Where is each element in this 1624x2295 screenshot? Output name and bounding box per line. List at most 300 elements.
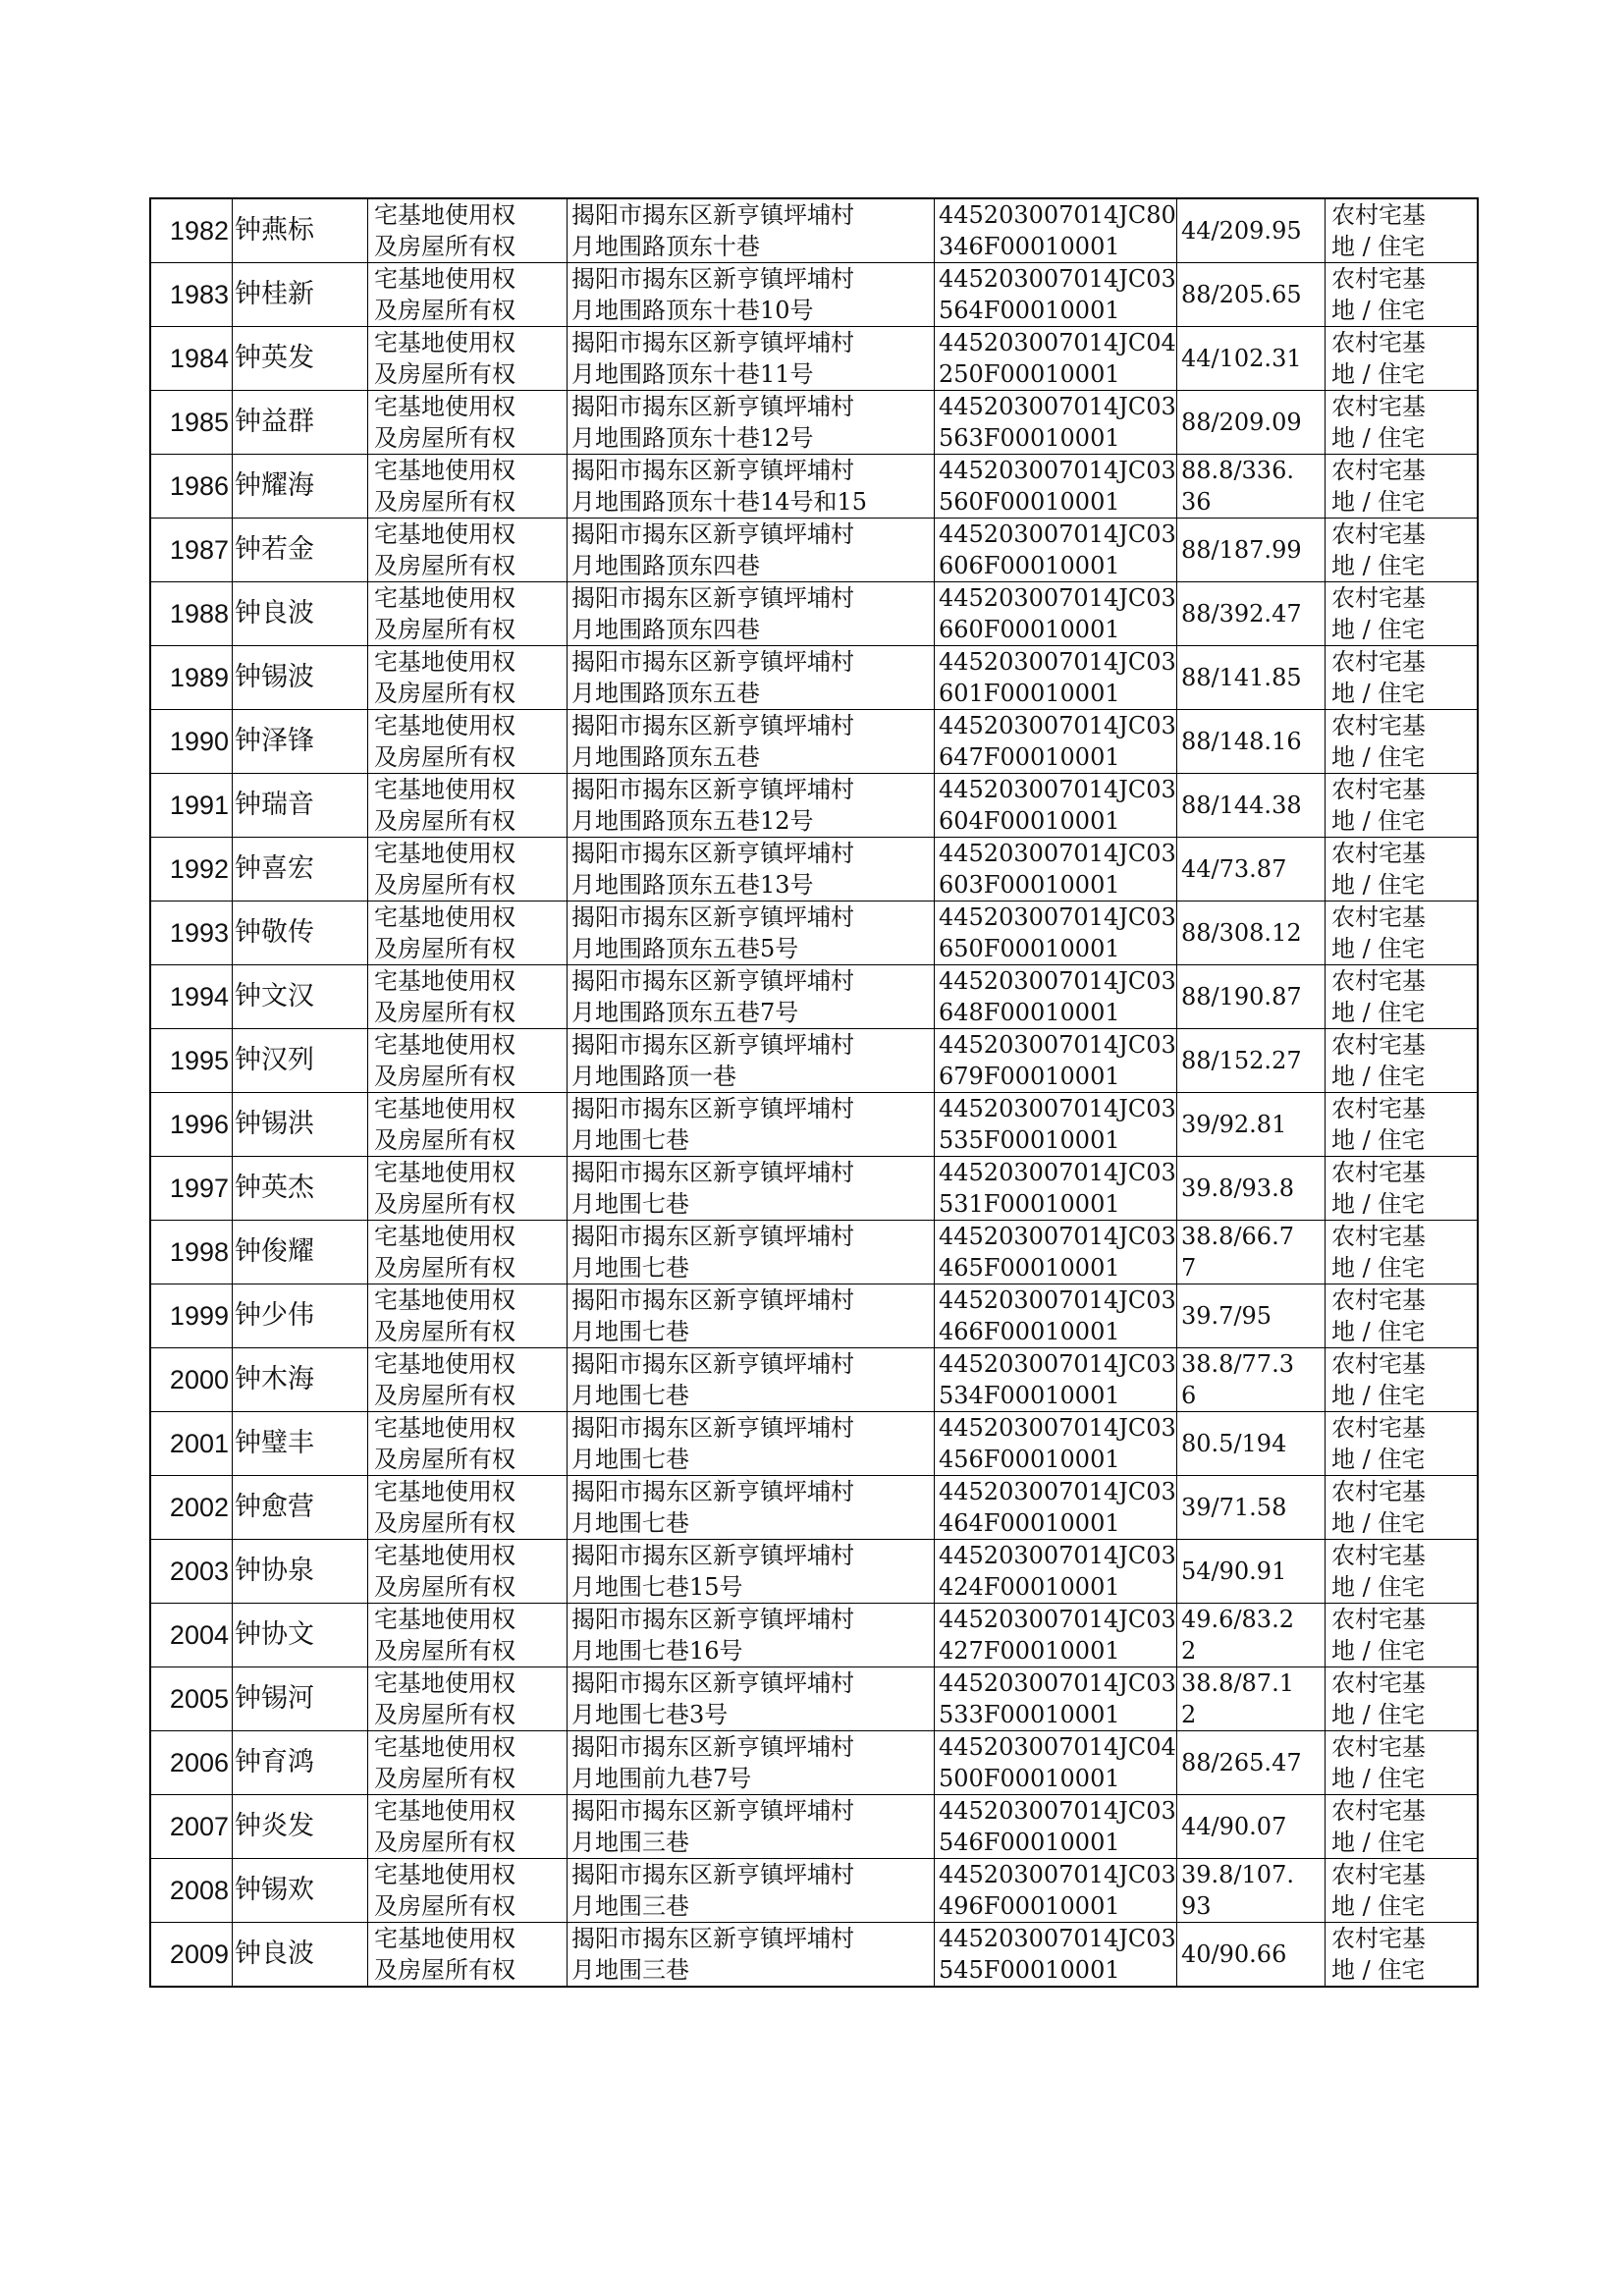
address-line: 月地围七巷	[571, 1318, 689, 1345]
usage-line: 地 / 住宅	[1331, 1190, 1426, 1218]
address-cell	[568, 902, 935, 965]
usage-cell	[1326, 327, 1479, 391]
right-type-line: 宅基地使用权	[374, 1414, 515, 1442]
address-cell	[568, 198, 935, 263]
address-line: 揭阳市揭东区新亨镇坪埔村	[571, 1542, 854, 1569]
row-number-cell: 2005	[150, 1667, 233, 1731]
parcel-code-line: 496F00010001	[939, 1892, 1120, 1920]
row-number-cell: 1987	[150, 519, 233, 582]
area-cell	[1177, 1157, 1326, 1221]
area-line: 88/141.85	[1181, 664, 1302, 691]
address-line: 揭阳市揭东区新亨镇坪埔村	[571, 1606, 854, 1633]
parcel-code-cell	[935, 582, 1177, 646]
parcel-code-line: 456F00010001	[939, 1446, 1120, 1473]
row-number-cell: 2002	[150, 1476, 233, 1540]
usage-line: 农村宅基	[1331, 1861, 1426, 1888]
right-type-cell	[368, 1604, 568, 1667]
parcel-code-line: 445203007014JC03	[939, 1350, 1176, 1378]
row-number-cell: 1995	[150, 1029, 233, 1093]
usage-line: 地 / 住宅	[1331, 233, 1426, 260]
right-type-line: 宅基地使用权	[374, 1542, 515, 1569]
area-cell	[1177, 198, 1326, 263]
address-cell	[568, 965, 935, 1029]
address-cell	[568, 1157, 935, 1221]
right-type-line: 及房屋所有权	[374, 616, 515, 643]
address-cell	[568, 1667, 935, 1731]
owner-name-cell: 钟桂新	[233, 263, 368, 327]
right-type-line: 宅基地使用权	[374, 648, 515, 676]
parcel-code-line: 445203007014JC03	[939, 1286, 1176, 1314]
address-line: 揭阳市揭东区新亨镇坪埔村	[571, 903, 854, 931]
address-cell	[568, 1923, 935, 1988]
address-line: 揭阳市揭东区新亨镇坪埔村	[571, 520, 854, 548]
owner-name-cell: 钟瑞音	[233, 774, 368, 838]
right-type-line: 宅基地使用权	[374, 329, 515, 356]
usage-line: 农村宅基	[1331, 457, 1426, 484]
owner-name-cell: 钟泽锋	[233, 710, 368, 774]
address-line: 月地围路顶东五巷5号	[571, 935, 799, 962]
owner-name-cell: 钟锡波	[233, 646, 368, 710]
usage-line: 地 / 住宅	[1331, 616, 1426, 643]
right-type-line: 及房屋所有权	[374, 488, 515, 516]
address-cell	[568, 710, 935, 774]
right-type-cell	[368, 1540, 568, 1604]
area-line: 44/209.95	[1181, 217, 1302, 245]
area-cell	[1177, 263, 1326, 327]
parcel-code-line: 445203007014JC03	[939, 265, 1176, 293]
parcel-code-line: 560F00010001	[939, 488, 1120, 516]
usage-line: 农村宅基	[1331, 776, 1426, 803]
area-line: 88/152.27	[1181, 1047, 1302, 1074]
parcel-code-line: 445203007014JC04	[939, 1733, 1176, 1761]
area-line: 7	[1181, 1254, 1197, 1282]
parcel-code-cell	[935, 263, 1177, 327]
parcel-code-line: 445203007014JC03	[939, 967, 1176, 995]
parcel-code-line: 601F00010001	[939, 680, 1120, 707]
row-number-cell: 1983	[150, 263, 233, 327]
table-row	[150, 1284, 1478, 1348]
table-row	[150, 519, 1478, 582]
usage-line: 地 / 住宅	[1331, 680, 1426, 707]
address-line: 月地围路顶东十巷11号	[571, 360, 814, 388]
usage-cell	[1326, 1157, 1479, 1221]
parcel-code-line: 424F00010001	[939, 1573, 1120, 1601]
parcel-code-line: 445203007014JC03	[939, 1478, 1176, 1505]
right-type-cell	[368, 1284, 568, 1348]
right-type-line: 及房屋所有权	[374, 999, 515, 1026]
parcel-code-line: 535F00010001	[939, 1126, 1120, 1154]
area-cell	[1177, 1348, 1326, 1412]
right-type-line: 宅基地使用权	[374, 457, 515, 484]
area-line: 88/209.09	[1181, 409, 1302, 436]
address-line: 月地围路顶一巷	[571, 1063, 736, 1090]
usage-cell	[1326, 391, 1479, 455]
address-cell	[568, 646, 935, 710]
right-type-line: 及房屋所有权	[374, 1254, 515, 1282]
usage-line: 农村宅基	[1331, 584, 1426, 612]
right-type-cell	[368, 1667, 568, 1731]
usage-line: 农村宅基	[1331, 1925, 1426, 1952]
usage-line: 地 / 住宅	[1331, 1509, 1426, 1537]
area-cell	[1177, 965, 1326, 1029]
area-line: 44/102.31	[1181, 345, 1302, 372]
owner-name-cell: 钟璧丰	[233, 1412, 368, 1476]
right-type-line: 及房屋所有权	[374, 935, 515, 962]
usage-line: 地 / 住宅	[1331, 871, 1426, 899]
area-cell	[1177, 710, 1326, 774]
address-line: 揭阳市揭东区新亨镇坪埔村	[571, 1861, 854, 1888]
address-line: 揭阳市揭东区新亨镇坪埔村	[571, 329, 854, 356]
address-line: 月地围路顶东四巷	[571, 552, 760, 579]
owner-name-cell: 钟协泉	[233, 1540, 368, 1604]
address-line: 揭阳市揭东区新亨镇坪埔村	[571, 393, 854, 420]
table-row	[150, 198, 1478, 263]
usage-cell	[1326, 1731, 1479, 1795]
address-cell	[568, 519, 935, 582]
usage-cell	[1326, 1859, 1479, 1923]
right-type-line: 宅基地使用权	[374, 1159, 515, 1186]
usage-cell	[1326, 1348, 1479, 1412]
usage-line: 农村宅基	[1331, 967, 1426, 995]
right-type-line: 宅基地使用权	[374, 265, 515, 293]
right-type-line: 宅基地使用权	[374, 1861, 515, 1888]
owner-name-cell: 钟愈营	[233, 1476, 368, 1540]
parcel-code-cell	[935, 1157, 1177, 1221]
right-type-line: 宅基地使用权	[374, 1095, 515, 1122]
right-type-line: 及房屋所有权	[374, 297, 515, 324]
usage-cell	[1326, 1284, 1479, 1348]
usage-cell	[1326, 965, 1479, 1029]
address-line: 月地围七巷15号	[571, 1573, 743, 1601]
right-type-cell	[368, 1029, 568, 1093]
address-line: 揭阳市揭东区新亨镇坪埔村	[571, 1286, 854, 1314]
row-number-cell: 1985	[150, 391, 233, 455]
right-type-line: 及房屋所有权	[374, 807, 515, 835]
owner-name-cell: 钟锡欢	[233, 1859, 368, 1923]
row-number-cell: 2008	[150, 1859, 233, 1923]
usage-line: 地 / 住宅	[1331, 935, 1426, 962]
row-number-cell: 1990	[150, 710, 233, 774]
registry-table	[149, 197, 1479, 1988]
area-line: 54/90.91	[1181, 1557, 1287, 1585]
owner-name-cell: 钟汉列	[233, 1029, 368, 1093]
parcel-code-line: 546F00010001	[939, 1829, 1120, 1856]
right-type-cell	[368, 327, 568, 391]
parcel-code-cell	[935, 710, 1177, 774]
address-line: 揭阳市揭东区新亨镇坪埔村	[571, 648, 854, 676]
address-line: 月地围七巷	[571, 1382, 689, 1409]
parcel-code-line: 427F00010001	[939, 1637, 1120, 1665]
parcel-code-line: 445203007014JC03	[939, 1223, 1176, 1250]
usage-line: 农村宅基	[1331, 1350, 1426, 1378]
usage-line: 地 / 住宅	[1331, 297, 1426, 324]
right-type-cell	[368, 1795, 568, 1859]
area-line: 88/190.87	[1181, 983, 1302, 1011]
parcel-code-cell	[935, 1540, 1177, 1604]
address-cell	[568, 455, 935, 519]
area-line: 39.8/93.8	[1181, 1175, 1294, 1202]
table-row	[150, 710, 1478, 774]
table-row	[150, 1221, 1478, 1284]
right-type-cell	[368, 1157, 568, 1221]
table-row	[150, 391, 1478, 455]
address-line: 月地围前九巷7号	[571, 1765, 752, 1792]
parcel-code-cell	[935, 1859, 1177, 1923]
right-type-line: 宅基地使用权	[374, 903, 515, 931]
usage-cell	[1326, 1604, 1479, 1667]
address-cell	[568, 391, 935, 455]
usage-line: 农村宅基	[1331, 648, 1426, 676]
usage-line: 农村宅基	[1331, 1223, 1426, 1250]
usage-line: 农村宅基	[1331, 903, 1426, 931]
address-cell	[568, 1284, 935, 1348]
address-line: 月地围路顶东十巷	[571, 233, 760, 260]
parcel-code-line: 534F00010001	[939, 1382, 1120, 1409]
table-row	[150, 1604, 1478, 1667]
owner-name-cell: 钟英杰	[233, 1157, 368, 1221]
right-type-line: 宅基地使用权	[374, 584, 515, 612]
area-line: 39/92.81	[1181, 1111, 1287, 1138]
row-number-cell: 2009	[150, 1923, 233, 1988]
parcel-code-line: 445203007014JC03	[939, 840, 1176, 867]
right-type-cell	[368, 263, 568, 327]
area-cell	[1177, 838, 1326, 902]
usage-line: 地 / 住宅	[1331, 1829, 1426, 1856]
parcel-code-line: 445203007014JC03	[939, 1606, 1176, 1633]
address-cell	[568, 1348, 935, 1412]
address-line: 揭阳市揭东区新亨镇坪埔村	[571, 1669, 854, 1697]
area-cell	[1177, 455, 1326, 519]
address-line: 月地围路顶东五巷7号	[571, 999, 799, 1026]
parcel-code-cell	[935, 1412, 1177, 1476]
address-line: 月地围七巷16号	[571, 1637, 743, 1665]
usage-line: 农村宅基	[1331, 520, 1426, 548]
table-row	[150, 1093, 1478, 1157]
owner-name-cell: 钟益群	[233, 391, 368, 455]
area-line: 44/90.07	[1181, 1813, 1287, 1840]
parcel-code-cell	[935, 646, 1177, 710]
row-number-cell: 1994	[150, 965, 233, 1029]
right-type-line: 及房屋所有权	[374, 1382, 515, 1409]
right-type-line: 及房屋所有权	[374, 552, 515, 579]
right-type-line: 及房屋所有权	[374, 1765, 515, 1792]
usage-line: 地 / 住宅	[1331, 1637, 1426, 1665]
usage-line: 地 / 住宅	[1331, 360, 1426, 388]
table-row	[150, 774, 1478, 838]
address-line: 月地围路顶东四巷	[571, 616, 760, 643]
usage-line: 农村宅基	[1331, 1669, 1426, 1697]
usage-line: 农村宅基	[1331, 329, 1426, 356]
right-type-cell	[368, 391, 568, 455]
usage-line: 地 / 住宅	[1331, 1892, 1426, 1920]
parcel-code-line: 564F00010001	[939, 297, 1120, 324]
right-type-cell	[368, 519, 568, 582]
area-line: 88/187.99	[1181, 536, 1302, 564]
parcel-code-cell	[935, 455, 1177, 519]
owner-name-cell: 钟良波	[233, 1923, 368, 1988]
parcel-code-cell	[935, 327, 1177, 391]
row-number-cell: 1992	[150, 838, 233, 902]
area-line: 49.6/83.2	[1181, 1606, 1294, 1633]
table-row	[150, 1795, 1478, 1859]
right-type-cell	[368, 582, 568, 646]
table-row	[150, 1540, 1478, 1604]
owner-name-cell: 钟敬传	[233, 902, 368, 965]
usage-line: 地 / 住宅	[1331, 1956, 1426, 1984]
parcel-code-cell	[935, 1476, 1177, 1540]
parcel-code-cell	[935, 774, 1177, 838]
right-type-cell	[368, 198, 568, 263]
table-row	[150, 1667, 1478, 1731]
owner-name-cell: 钟耀海	[233, 455, 368, 519]
area-cell	[1177, 1540, 1326, 1604]
owner-name-cell: 钟英发	[233, 327, 368, 391]
right-type-line: 宅基地使用权	[374, 393, 515, 420]
usage-cell	[1326, 198, 1479, 263]
owner-name-cell: 钟炎发	[233, 1795, 368, 1859]
usage-line: 农村宅基	[1331, 1542, 1426, 1569]
area-line: 88/148.16	[1181, 728, 1302, 755]
row-number-cell: 1986	[150, 455, 233, 519]
usage-line: 地 / 住宅	[1331, 999, 1426, 1026]
address-line: 月地围三巷	[571, 1892, 689, 1920]
row-number-cell: 1984	[150, 327, 233, 391]
area-cell	[1177, 391, 1326, 455]
right-type-line: 宅基地使用权	[374, 776, 515, 803]
parcel-code-line: 445203007014JC03	[939, 903, 1176, 931]
usage-cell	[1326, 1540, 1479, 1604]
address-cell	[568, 1795, 935, 1859]
parcel-code-cell	[935, 519, 1177, 582]
parcel-code-line: 533F00010001	[939, 1701, 1120, 1728]
usage-cell	[1326, 1923, 1479, 1988]
row-number-cell: 2006	[150, 1731, 233, 1795]
row-number-cell: 2001	[150, 1412, 233, 1476]
address-cell	[568, 582, 935, 646]
parcel-code-line: 563F00010001	[939, 424, 1120, 452]
right-type-cell	[368, 965, 568, 1029]
parcel-code-line: 346F00010001	[939, 233, 1120, 260]
address-line: 月地围七巷	[571, 1254, 689, 1282]
usage-line: 地 / 住宅	[1331, 1446, 1426, 1473]
right-type-line: 及房屋所有权	[374, 1509, 515, 1537]
parcel-code-line: 445203007014JC03	[939, 1861, 1176, 1888]
usage-line: 地 / 住宅	[1331, 743, 1426, 771]
parcel-code-line: 445203007014JC03	[939, 1542, 1176, 1569]
address-cell	[568, 1731, 935, 1795]
address-cell	[568, 327, 935, 391]
table-row	[150, 1348, 1478, 1412]
area-cell	[1177, 1284, 1326, 1348]
right-type-line: 宅基地使用权	[374, 1286, 515, 1314]
address-line: 月地围路顶东五巷12号	[571, 807, 814, 835]
right-type-line: 及房屋所有权	[374, 424, 515, 452]
right-type-line: 宅基地使用权	[374, 1797, 515, 1825]
right-type-line: 及房屋所有权	[374, 1892, 515, 1920]
parcel-code-cell	[935, 1093, 1177, 1157]
area-line: 6	[1181, 1382, 1197, 1409]
right-type-line: 及房屋所有权	[374, 1063, 515, 1090]
address-line: 月地围七巷	[571, 1190, 689, 1218]
usage-line: 农村宅基	[1331, 1606, 1426, 1633]
area-line: 39/71.58	[1181, 1494, 1287, 1521]
parcel-code-line: 650F00010001	[939, 935, 1120, 962]
parcel-code-cell	[935, 1795, 1177, 1859]
area-cell	[1177, 1859, 1326, 1923]
right-type-line: 及房屋所有权	[374, 1829, 515, 1856]
address-line: 揭阳市揭东区新亨镇坪埔村	[571, 712, 854, 739]
usage-line: 农村宅基	[1331, 1797, 1426, 1825]
right-type-line: 宅基地使用权	[374, 1925, 515, 1952]
address-line: 月地围路顶东十巷12号	[571, 424, 814, 452]
table-row	[150, 902, 1478, 965]
right-type-cell	[368, 1348, 568, 1412]
table-row	[150, 965, 1478, 1029]
usage-cell	[1326, 519, 1479, 582]
usage-cell	[1326, 838, 1479, 902]
right-type-line: 及房屋所有权	[374, 360, 515, 388]
parcel-code-cell	[935, 1029, 1177, 1093]
owner-name-cell: 钟锡河	[233, 1667, 368, 1731]
address-line: 月地围路顶东五巷	[571, 680, 760, 707]
table-row	[150, 1157, 1478, 1221]
usage-line: 地 / 住宅	[1331, 1063, 1426, 1090]
area-line: 2	[1181, 1701, 1197, 1728]
parcel-code-line: 445203007014JC03	[939, 393, 1176, 420]
right-type-line: 及房屋所有权	[374, 1637, 515, 1665]
address-line: 揭阳市揭东区新亨镇坪埔村	[571, 840, 854, 867]
address-line: 月地围七巷	[571, 1126, 689, 1154]
table-row	[150, 263, 1478, 327]
parcel-code-cell	[935, 838, 1177, 902]
usage-cell	[1326, 1412, 1479, 1476]
table-row	[150, 1029, 1478, 1093]
area-cell	[1177, 1604, 1326, 1667]
usage-line: 农村宅基	[1331, 1414, 1426, 1442]
parcel-code-line: 445203007014JC03	[939, 584, 1176, 612]
usage-line: 农村宅基	[1331, 1159, 1426, 1186]
usage-line: 农村宅基	[1331, 712, 1426, 739]
usage-line: 农村宅基	[1331, 393, 1426, 420]
owner-name-cell: 钟木海	[233, 1348, 368, 1412]
address-line: 揭阳市揭东区新亨镇坪埔村	[571, 1478, 854, 1505]
address-line: 揭阳市揭东区新亨镇坪埔村	[571, 776, 854, 803]
row-number-cell: 1988	[150, 582, 233, 646]
address-line: 揭阳市揭东区新亨镇坪埔村	[571, 265, 854, 293]
parcel-code-line: 445203007014JC04	[939, 329, 1176, 356]
area-cell	[1177, 582, 1326, 646]
right-type-line: 宅基地使用权	[374, 1669, 515, 1697]
owner-name-cell: 钟协文	[233, 1604, 368, 1667]
parcel-code-line: 445203007014JC03	[939, 520, 1176, 548]
right-type-cell	[368, 710, 568, 774]
row-number-cell: 1993	[150, 902, 233, 965]
parcel-code-line: 445203007014JC03	[939, 457, 1176, 484]
usage-cell	[1326, 1093, 1479, 1157]
address-cell	[568, 1604, 935, 1667]
row-number-cell: 1997	[150, 1157, 233, 1221]
area-line: 88/392.47	[1181, 600, 1302, 628]
parcel-code-line: 250F00010001	[939, 360, 1120, 388]
address-cell	[568, 1412, 935, 1476]
area-line: 93	[1181, 1892, 1212, 1920]
right-type-line: 宅基地使用权	[374, 1606, 515, 1633]
area-line: 39.8/107.	[1181, 1861, 1294, 1888]
area-line: 2	[1181, 1637, 1197, 1665]
row-number-cell: 1999	[150, 1284, 233, 1348]
area-cell	[1177, 902, 1326, 965]
parcel-code-line: 445203007014JC03	[939, 648, 1176, 676]
